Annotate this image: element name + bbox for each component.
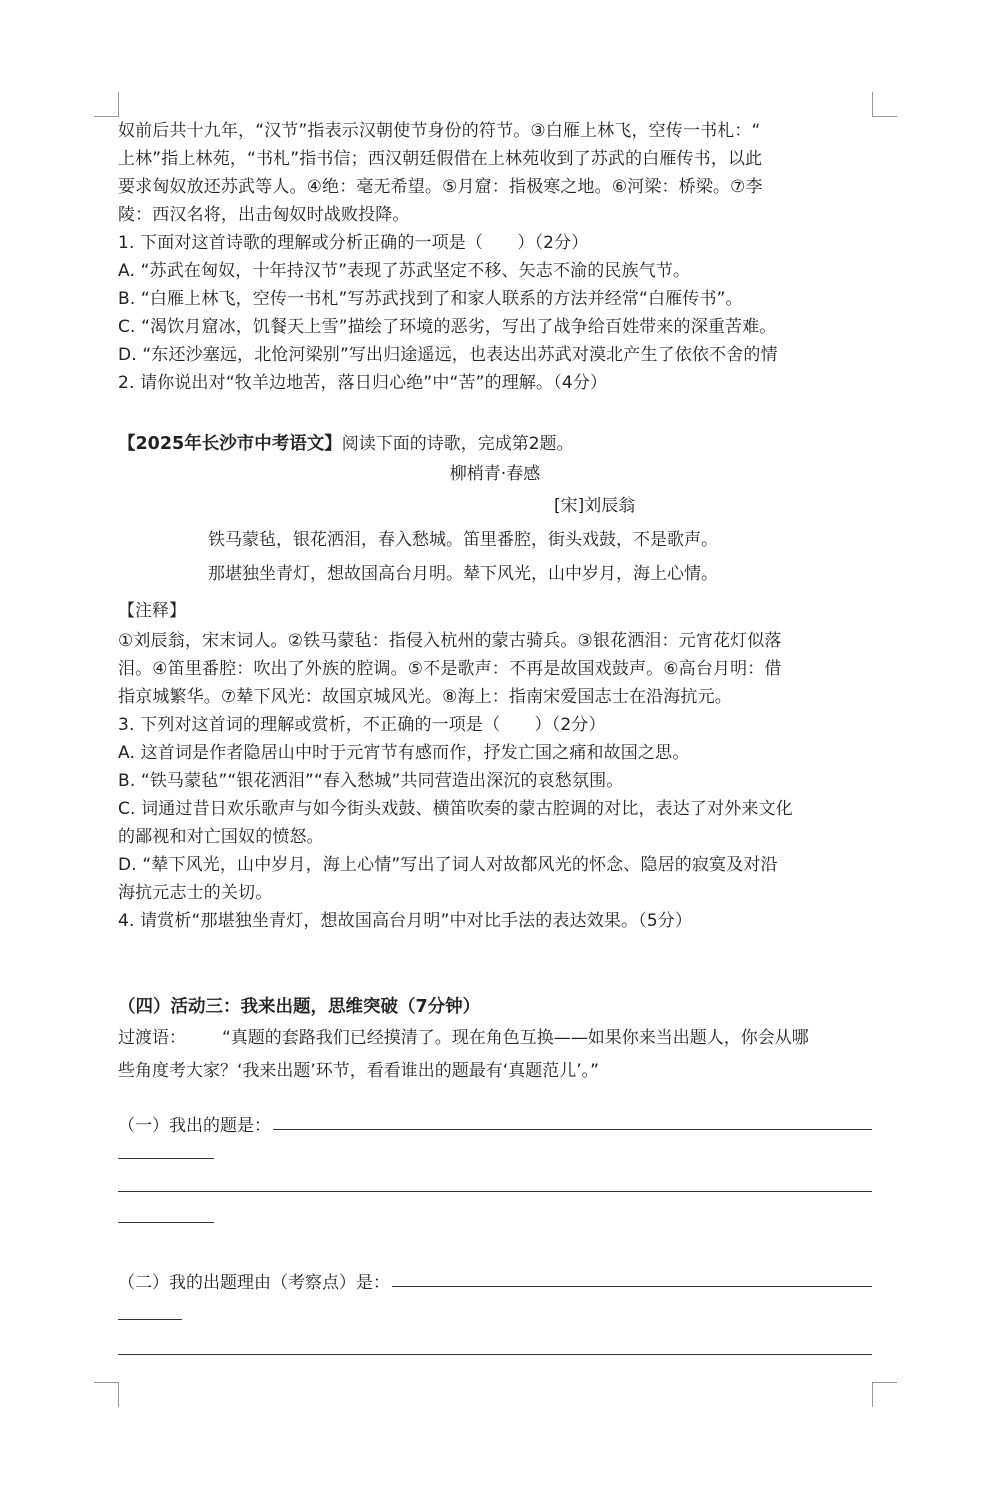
transition-line-2: 些角度考大家？‘我来出题’环节，看看谁出的题最有‘真题范儿’。” xyxy=(118,1061,599,1081)
question-1: 1. 下面对这首诗歌的理解或分析正确的一项是（ ）（2分） xyxy=(118,233,589,253)
option-b: B. “铁马蒙毡”“银花洒泪”“春入愁城”共同营造出深沉的哀愁氛围。 xyxy=(118,771,624,791)
option-a: A. 这首词是作者隐居山中时于元宵节有感而作，抒发亡国之痛和故国之思。 xyxy=(118,743,690,763)
note-line: 指京城繁华。⑦辇下风光：故国京城风光。⑧海上：指南宋爱国志士在沿海抗元。 xyxy=(118,687,732,707)
question-3: 3. 下列对这首词的理解或赏析，不正确的一项是（ ）（2分） xyxy=(118,715,606,735)
notes-heading: 【注释】 xyxy=(118,601,186,621)
poem-title: 柳梢青·春感 xyxy=(449,464,541,484)
option-b: B. “白雁上林飞，空传一书札”写苏武找到了和家人联系的方法并经常“白雁传书”。 xyxy=(118,289,743,309)
poem-line: 铁马蒙毡，银花洒泪，春入愁城。笛里番腔，街头戏鼓，不是歌声。 xyxy=(208,530,718,550)
answer-blank-3-cont[interactable] xyxy=(118,1319,182,1320)
corner-mark-top-right xyxy=(872,92,897,117)
poem-line: 那堪独坐青灯，想故国高台月明。辇下风光，山中岁月，海上心情。 xyxy=(208,564,718,584)
question-3-options xyxy=(118,739,872,907)
note-line: 陵：西汉名将，出击匈奴时战败投降。 xyxy=(118,205,410,225)
answer-blank-2-cont[interactable] xyxy=(118,1222,214,1223)
option-d: D. “东还沙塞远，北怆河梁别”写出归途遥远，也表达出苏武对漠北产生了依依不舍的情 xyxy=(118,345,778,365)
note-line: 上林”指上林苑，“书札”指书信；西汉朝廷假借在上林苑收到了苏武的白雁传书，以此 xyxy=(118,149,763,169)
option-c-continued: 的鄙视和对亡国奴的愤怒。 xyxy=(118,827,324,847)
option-c: C. 词通过昔日欢乐歌声与如今街头戏鼓、横笛吹奏的蒙古腔调的对比，表达了对外来文化 xyxy=(118,799,793,819)
document-page xyxy=(118,117,872,1355)
note-line: ①刘辰翁，宋末词人。②铁马蒙毡：指侵入杭州的蒙古骑兵。③银花洒泪：元宵花灯似落 xyxy=(118,631,782,651)
fill2-label: （二）我的出题理由（考察点）是： xyxy=(118,1273,390,1293)
answer-blank-3[interactable] xyxy=(392,1286,872,1287)
answer-blank-1[interactable] xyxy=(273,1129,872,1130)
poem2-notes xyxy=(118,627,872,711)
transition-label: 过渡语： xyxy=(118,1028,186,1048)
activity-heading: （四）活动三：我来出题，思维突破（7分钟） xyxy=(118,997,481,1017)
transition-text xyxy=(118,1022,872,1055)
answer-blank-1-cont[interactable] xyxy=(118,1158,214,1159)
option-a: A. “苏武在匈奴，十年持汉节”表现了苏武坚定不移、矢志不渝的民族气节。 xyxy=(118,261,691,281)
fill1-label: （一）我出的题是： xyxy=(118,1116,271,1136)
option-c: C. “渴饮月窟冰，饥餐天上雪”描绘了环境的恶劣，写出了战争给百姓带来的深重苦难。 xyxy=(118,317,777,337)
answer-blank-4[interactable] xyxy=(118,1354,872,1355)
option-d-continued: 海抗元志士的关切。 xyxy=(118,883,273,903)
transition-line-1: “真题的套路我们已经摸清了。现在角色互换——如果你来当出题人，你会从哪 xyxy=(222,1028,809,1048)
option-d: D. “辇下风光，山中岁月，海上心情”写出了词人对故都风光的怀念、隐居的寂寞及对沿 xyxy=(118,855,778,875)
note-line: 泪。④笛里番腔：吹出了外族的腔调。⑤不是歌声：不再是故国戏鼓声。⑥高台月明：借 xyxy=(118,659,782,679)
poem-author: [宋]刘辰翁 xyxy=(554,496,636,516)
note-line: 要求匈奴放还苏武等人。④绝：毫无希望。⑤月窟：指极寒之地。⑥河梁：桥梁。⑦李 xyxy=(118,177,763,197)
exam-source: 【2025年长沙市中考语文】 xyxy=(118,434,342,454)
exam-instruction: 阅读下面的诗歌，完成第2题。 xyxy=(341,434,574,454)
corner-mark-bottom-left xyxy=(94,1382,119,1407)
poem1-notes xyxy=(118,117,872,229)
reason-fill-row xyxy=(118,1253,872,1293)
answer-blank-2[interactable] xyxy=(118,1191,872,1192)
note-line: 奴前后共十九年，“汉节”指表示汉朝使节身份的符节。③白雁上林飞，空传一书札：“ xyxy=(118,121,761,141)
question-2: 2. 请你说出对“牧羊边地苦，落日归心绝”中“苦”的理解。（4分） xyxy=(118,373,608,393)
exam-heading xyxy=(118,429,872,459)
question-fill-row xyxy=(118,1096,872,1136)
corner-mark-top-left xyxy=(94,92,119,117)
question-4: 4. 请赏析“那堪独坐青灯，想故国高台月明”中对比手法的表达效果。（5分） xyxy=(118,911,693,931)
question-1-options xyxy=(118,257,872,369)
corner-mark-bottom-right xyxy=(872,1382,897,1407)
